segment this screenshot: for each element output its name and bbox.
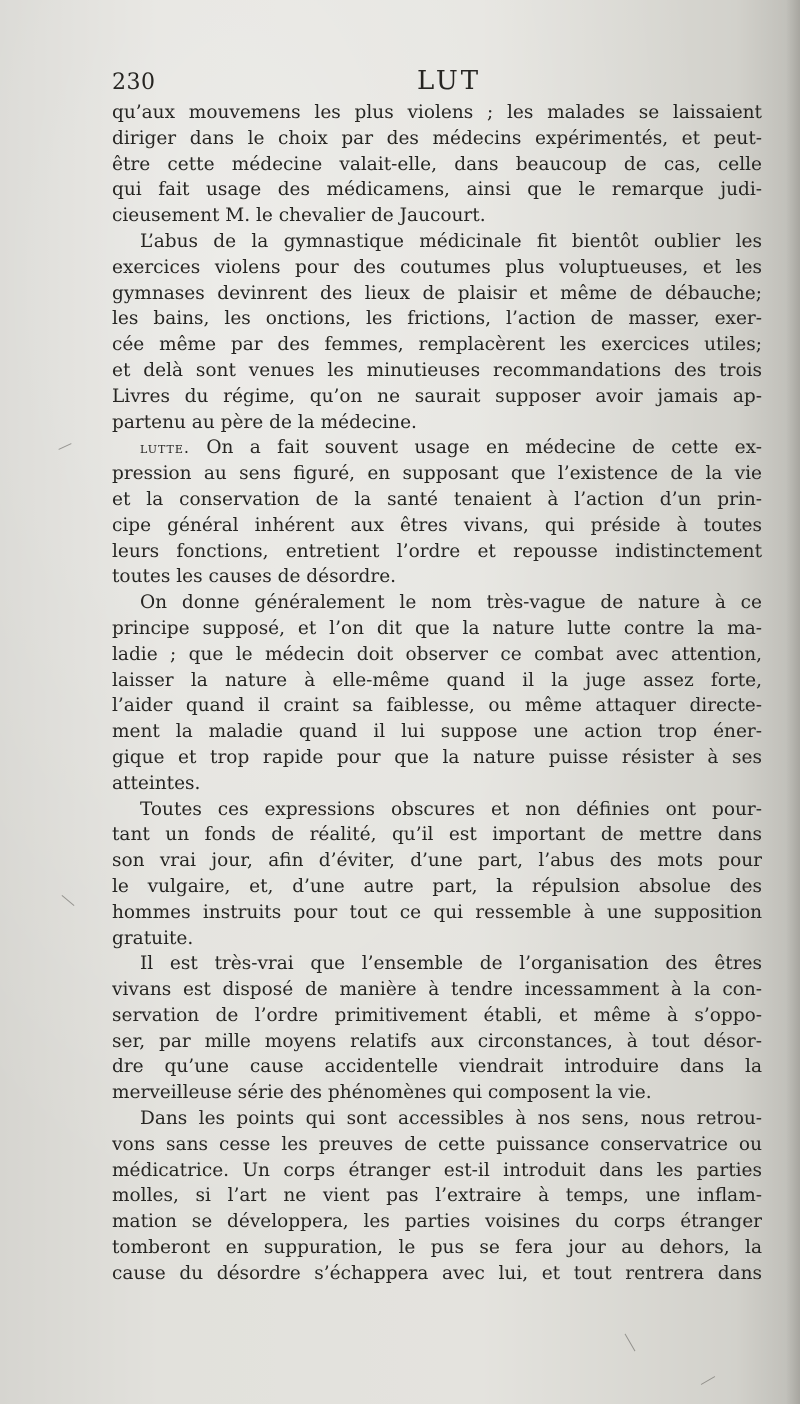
text-line: ladie ; que le médecin doit observer ce combat avec attention,: [112, 643, 762, 665]
text-line: et delà sont venues les minutieuses recommandations des trois: [112, 359, 762, 381]
text-line: qui fait usage des médicamens, ainsi que le remarque judi-: [112, 179, 762, 201]
text-line: hommes instruits pour tout ce qui ressemble à une supposition: [112, 901, 762, 923]
text-line: médicatrice. Un corps étranger est-il introduit dans les parties: [112, 1159, 762, 1181]
body-text: [112, 100, 762, 1287]
text-line: ser, par mille moyens relatifs aux circonstances, à tout désor-: [112, 1030, 762, 1052]
text-line: tomberont en suppuration, le pus se fera jour au dehors, la: [112, 1237, 762, 1259]
text-line: leurs fonctions, entretient l’ordre et repousse indistinctement: [112, 540, 762, 562]
text-line: servation de l’ordre primitivement établi, et même à s’oppo-: [112, 1004, 762, 1026]
running-head: LUT: [417, 66, 482, 96]
text-line: toutes les causes de désordre.: [112, 566, 397, 588]
text-line: principe supposé, et l’on dit que la nature lutte contre la ma-: [112, 617, 762, 639]
margin-mark: [58, 443, 71, 450]
text-line: et la conservation de la santé tenaient à l’action d’un prin-: [112, 488, 762, 510]
text-line: son vrai jour, afin d’éviter, d’une part, l’abus des mots pour: [112, 850, 762, 872]
text-line: cée même par des femmes, remplacèrent les exercices utiles;: [112, 334, 762, 356]
page-number: 230: [112, 70, 156, 95]
entry-text: On a fait souvent usage en médecine de cette ex-: [189, 437, 762, 459]
margin-mark: [625, 1334, 636, 1352]
text-line: atteintes.: [112, 772, 201, 794]
text-line: On donne généralement le nom très-vague de nature à ce: [140, 592, 762, 614]
text-line: partenu au père de la médecine.: [112, 411, 417, 433]
text-line: l’aider quand il craint sa faiblesse, ou même attaquer directe-: [112, 695, 762, 717]
text-line: Dans les points qui sont accessibles à nos sens, nous retrou-: [140, 1108, 762, 1130]
text-line: gique et trop rapide pour que la nature puisse résister à ses: [112, 746, 762, 768]
margin-mark: [62, 895, 75, 906]
text-line: dre qu’une cause accidentelle viendrait introduire dans la: [112, 1056, 762, 1078]
text-line: L’abus de la gymnastique médicinale fit bientôt oublier les: [140, 230, 762, 252]
text-line: cieusement M. le chevalier de Jaucourt.: [112, 205, 486, 227]
text-line: molles, si l’art ne vient pas l’extraire à temps, une inflam-: [112, 1185, 762, 1207]
page-edge-shadow: [786, 0, 800, 1404]
text-line: gratuite.: [112, 927, 194, 949]
text-line: pression au sens figuré, en supposant que l’existence de la vie: [112, 463, 762, 485]
text-line: ment la maladie quand il lui suppose une action trop éner-: [112, 721, 762, 743]
text-line: vivans est disposé de manière à tendre incessamment à la con-: [112, 979, 762, 1001]
text-line: Livres du régime, qu’on ne saurait supposer avoir jamais ap-: [112, 385, 762, 407]
text-line: qu’aux mouvemens les plus violens ; les malades se laissaient: [112, 102, 762, 123]
text-line: gymnases devinrent des lieux de plaisir et même de débauche;: [112, 282, 762, 304]
text-line: exercices violens pour des coutumes plus voluptueuses, et les: [112, 256, 762, 278]
text-line: Il est très-vrai que l’ensemble de l’organisation des êtres: [140, 953, 762, 975]
text-line: Toutes ces expressions obscures et non définies ont pour-: [140, 798, 762, 820]
text-line: merveilleuse série des phénomènes qui composent la vie.: [112, 1082, 652, 1104]
text-line: diriger dans le choix par des médecins expérimentés, et peut-: [112, 127, 762, 149]
text-line: mation se développera, les parties voisines du corps étranger: [112, 1211, 762, 1233]
page-header: [112, 64, 762, 100]
entry-heading: lutte.: [140, 438, 190, 458]
text-line: [112, 435, 762, 461]
text-line: les bains, les onctions, les frictions, l’action de masser, exer-: [112, 308, 762, 330]
text-line: le vulgaire, et, d’une autre part, la répulsion absolue des: [112, 875, 762, 897]
text-line: cause du désordre s’échappera avec lui, et tout rentrera dans: [112, 1262, 762, 1284]
text-line: être cette médecine valait-elle, dans beaucoup de cas, celle: [112, 153, 762, 175]
text-line: laisser la nature à elle-même quand il la juge assez forte,: [112, 669, 762, 691]
text-line: tant un fonds de réalité, qu’il est important de mettre dans: [112, 824, 762, 846]
margin-mark: [701, 1376, 715, 1385]
text-line: cipe général inhérent aux êtres vivans, qui préside à toutes: [112, 514, 762, 536]
text-line: vons sans cesse les preuves de cette puissance conservatrice ou: [112, 1133, 762, 1155]
